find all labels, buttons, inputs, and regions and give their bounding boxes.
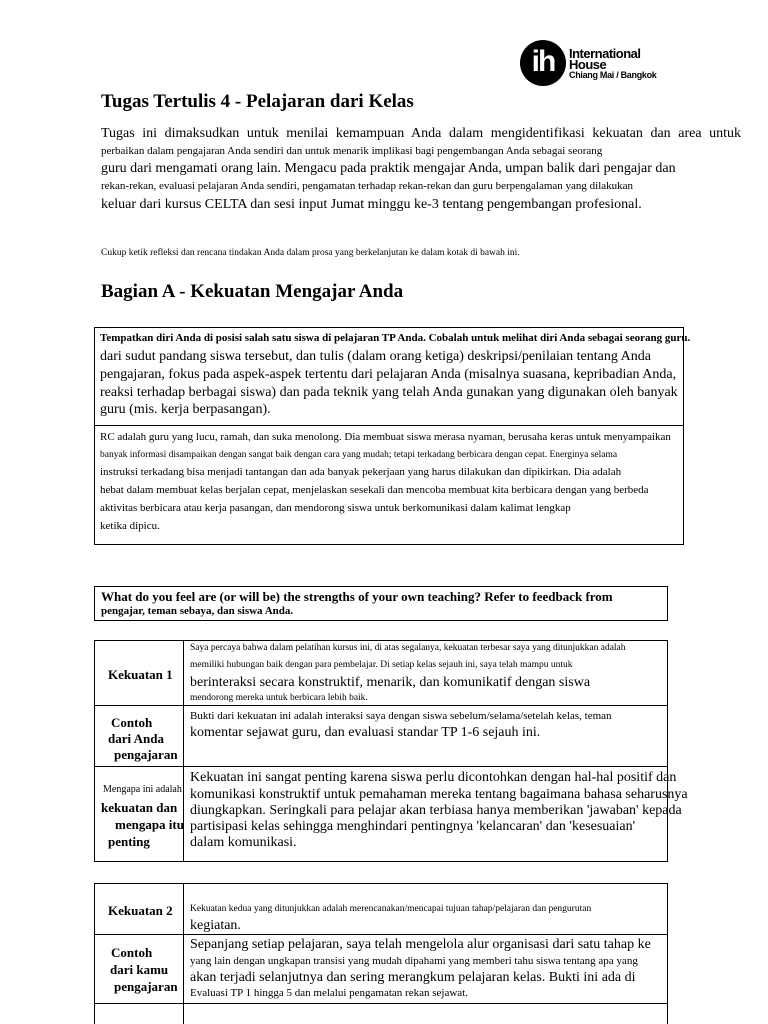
strength-1-why-line[interactable]: partisipasi kelas sehingga menghindari pentingnya 'kelancaran' dan 'kesesuaian' xyxy=(190,819,636,834)
strength-1-text-line[interactable]: Saya percaya bahwa dalam pelatihan kursus ini, di atas segalanya, kekuatan terbesar saya yang ditunjukkan adalah xyxy=(190,643,626,653)
section-a-prompt-line: guru (mis. kerja berpasangan). xyxy=(100,402,271,417)
section-a-prompt-line: pengajaran, fokus pada aspek-aspek tertentu dari pelajaran Anda (misalnya suasana, kepribadian Anda, xyxy=(100,367,677,382)
section-a-answer-line[interactable]: banyak informasi disampaikan dengan sangat baik dengan cara yang mudah; tetapi terkadang berbicara dengan cepat. Energinya selama xyxy=(100,450,618,460)
strength-2-example-line[interactable]: Evaluasi TP 1 hingga 5 dan melalui pengamatan rekan sejawat. xyxy=(190,987,468,999)
strength-1-why-line[interactable]: diungkapkan. Seringkali para pelajar akan terbiasa hanya memberikan 'jawaban' kepada xyxy=(190,803,682,818)
section-a-answer-line[interactable]: hebat dalam membuat kelas berjalan cepat, menjelaskan sesekali dan mencoba membuat kita berbicara dengan yang berbeda xyxy=(100,484,649,496)
section-a-prompt-line: dari sudut pandang siswa tersebut, dan tulis (dalam orang ketiga) deskripsi/penilaian tentang Anda xyxy=(100,349,651,364)
logo-line-1: International xyxy=(569,46,641,61)
strength-2-example-label: dari kamu xyxy=(110,962,169,977)
ih-logo-text xyxy=(569,48,657,81)
strength-2-label: Kekuatan 2 xyxy=(108,903,173,918)
strength-1-example-label: pengajaran xyxy=(114,747,178,762)
strength-1-text-line[interactable]: memiliki hubungan baik dengan para pembelajar. Di setiap kelas sejauh ini, saya telah mampu untuk xyxy=(190,660,573,670)
strength-2-text-line[interactable]: Kekuatan kedua yang ditunjukkan adalah merencanakan/mencapai tujuan tahap/pelajaran dan pengurutan xyxy=(190,904,592,914)
strength-1-example-line[interactable]: Bukti dari kekuatan ini adalah interaksi saya dengan siswa sebelum/selama/setelah kelas, teman xyxy=(190,710,612,722)
section-a-title: Bagian A - Kekuatan Mengajar Anda xyxy=(101,281,404,302)
section-a-divider xyxy=(94,425,684,426)
intro-line: keluar dari kursus CELTA dan sesi input Jumat minggu ke-3 tentang pengembangan profesional. xyxy=(101,197,642,212)
strength-1-example-label: dari Anda xyxy=(108,731,164,746)
strength-1-row-divider xyxy=(94,705,668,706)
intro-line: Tugas ini dimaksudkan untuk menilai kemampuan Anda dalam mengidentifikasi kekuatan dan area untuk xyxy=(101,126,741,141)
logo-line-2: House xyxy=(569,57,607,72)
strength-2-text-line[interactable]: kegiatan. xyxy=(190,918,241,933)
strength-2-example-line[interactable]: Sepanjang setiap pelajaran, saya telah mengelola alur organisasi dari satu tahap ke xyxy=(190,937,651,952)
strength-2-row-divider xyxy=(94,934,668,935)
page-title: Tugas Tertulis 4 - Pelajaran dari Kelas xyxy=(101,91,414,112)
strength-1-example-label: Contoh xyxy=(111,715,153,730)
strength-1-why-label: kekuatan dan xyxy=(101,800,178,815)
strength-2-example-label: Contoh xyxy=(111,945,153,960)
strength-1-text-line[interactable]: mendorong mereka untuk berbicara lebih baik. xyxy=(190,693,368,703)
section-a-prompt-line: reaksi terhadap berbagai siswa) dan pada teknik yang telah Anda gunakan yang digunakan oleh banyak xyxy=(100,385,678,400)
intro-line: guru dari mengamati orang lain. Mengacu pada praktik mengajar Anda, umpan balik dari pengajar dan xyxy=(101,161,676,176)
section-a-answer-line[interactable]: RC adalah guru yang lucu, ramah, dan suka menolong. Dia membuat siswa merasa nyaman, berusaha keras untuk menyampaikan xyxy=(100,431,671,443)
strength-2-example-line[interactable]: akan terjadi selanjutnya dan sering merangkum pelajaran kelas. Bukti ini ada di xyxy=(190,970,636,985)
strength-1-why-line[interactable]: komunikasi konstruktif untuk pemahaman mereka tentang bagaimana bahasa seharusnya xyxy=(190,787,688,802)
strength-1-text-line[interactable]: berinteraksi secara konstruktif, menarik, dan komunikatif dengan siswa xyxy=(190,675,591,690)
ih-logo-mark: ih xyxy=(520,40,566,86)
intro-line: rekan-rekan, evaluasi pelajaran Anda sendiri, pengamatan terhadap rekan-rekan dan guru berpengalaman yang dilakukan xyxy=(101,180,634,192)
strength-1-why-label: penting xyxy=(108,834,150,849)
logo-line-3: Chiang Mai / Bangkok xyxy=(569,70,657,80)
strength-1-why-line[interactable]: dalam komunikasi. xyxy=(190,835,297,850)
section-a-prompt-line: Tempatkan diri Anda di posisi salah satu siswa di pelajaran TP Anda. Cobalah untuk melihat diri Anda sebagai seorang guru. xyxy=(100,332,691,344)
strength-2-example-line[interactable]: yang lain dengan ungkapan transisi yang mudah dipahami yang memberi tahu siswa tentang apa yang xyxy=(190,955,638,967)
section-a-answer-line[interactable]: instruksi terkadang bisa menjadi tantangan dan ada banyak pekerjaan yang harus dilakukan dan dipikirkan. Dia adalah xyxy=(100,466,622,478)
strength-1-row-divider xyxy=(94,766,668,767)
strengths-prompt-line: What do you feel are (or will be) the strengths of your own teaching? Refer to feedback from xyxy=(101,589,613,604)
instruction-text: Cukup ketik refleksi dan rencana tindakan Anda dalam prosa yang berkelanjutan ke dalam kotak di bawah ini. xyxy=(101,248,520,258)
strengths-prompt-line: pengajar, teman sebaya, dan siswa Anda. xyxy=(101,605,294,617)
intro-line: perbaikan dalam pengajaran Anda sendiri dan untuk menarik implikasi bagi pengembangan Anda sebagai seorang xyxy=(101,145,603,157)
strength-1-label: Kekuatan 1 xyxy=(108,667,173,682)
section-a-answer-line[interactable]: aktivitas berbicara atau kerja pasangan, dan mendorong siswa untuk berkomunikasi dalam kalimat lengkap xyxy=(100,502,571,514)
section-a-answer-line[interactable]: ketika dipicu. xyxy=(100,520,160,532)
strength-2-row-divider xyxy=(94,1003,668,1004)
strength-2-example-label: pengajaran xyxy=(114,979,178,994)
strength-1-why-line[interactable]: Kekuatan ini sangat penting karena siswa perlu dicontohkan dengan hal-hal positif dan xyxy=(190,770,677,785)
strength-1-example-line[interactable]: komentar sejawat guru, dan evaluasi standar TP 1-6 sejauh ini. xyxy=(190,725,541,740)
strength-1-why-label: Mengapa ini adalah xyxy=(103,784,182,795)
strength-1-why-label: mengapa itu xyxy=(115,817,184,832)
